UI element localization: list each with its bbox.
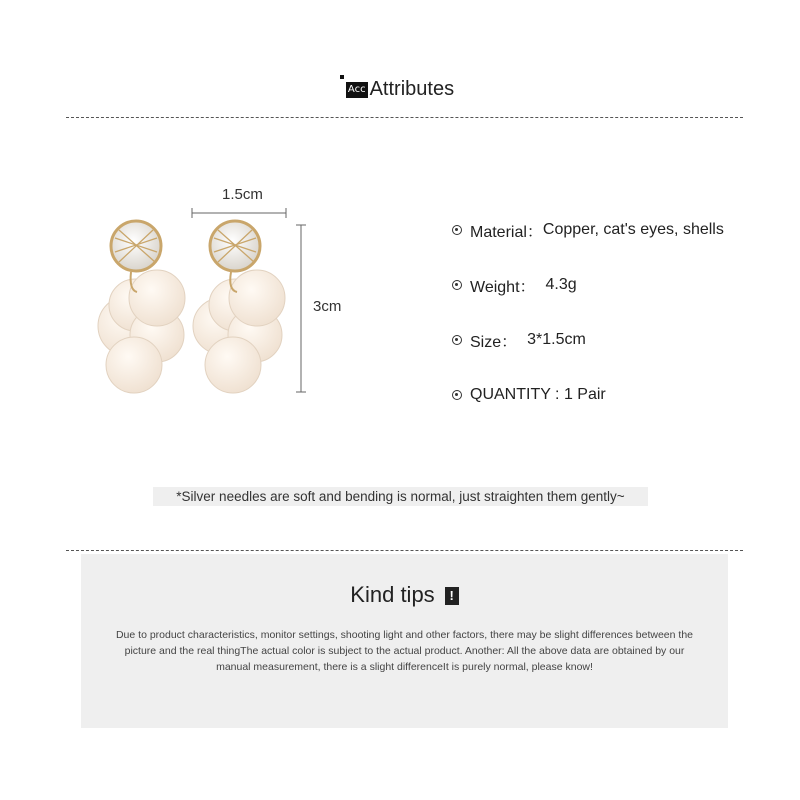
attribute-value: 3*1.5cm	[527, 331, 586, 348]
kind-tips-panel	[81, 554, 728, 728]
attribute-size	[452, 325, 782, 355]
bullet-icon	[452, 280, 462, 290]
height-dimension-line	[296, 225, 306, 392]
attribute-weight	[452, 270, 782, 300]
earring-left	[98, 221, 185, 393]
attribute-label: Weight：	[470, 278, 536, 296]
attribute-value: Copper, cat's eyes, shells	[542, 221, 724, 238]
header-tag: Acc	[346, 82, 368, 98]
width-dimension-line	[192, 208, 286, 218]
bullet-icon	[452, 335, 462, 345]
attribute-material	[452, 215, 782, 245]
attribute-label: QUANTITY : 1 Pair	[470, 386, 606, 403]
header-dot-icon	[340, 75, 344, 79]
section-header	[0, 78, 800, 101]
attribute-list	[452, 215, 782, 435]
section-title: Attributes	[369, 78, 455, 100]
divider-middle	[66, 550, 743, 551]
bullet-icon	[452, 390, 462, 400]
kind-tips-title: Kind tips	[350, 582, 435, 607]
attribute-label: Size：	[470, 333, 518, 351]
attribute-quantity	[452, 380, 782, 410]
attribute-value: 4.3g	[545, 276, 577, 293]
attribute-label: Material：	[470, 223, 543, 241]
kind-tips-heading	[81, 582, 728, 608]
earrings-illustration	[85, 180, 365, 410]
care-note: *Silver needles are soft and bending is normal, just straighten them gently~	[153, 487, 648, 506]
warning-icon: !	[445, 587, 459, 605]
height-label: 3cm	[313, 298, 342, 315]
product-image	[85, 180, 365, 410]
divider-top	[66, 117, 743, 118]
width-label: 1.5cm	[222, 186, 263, 203]
kind-tips-body: Due to product characteristics, monitor settings, shooting light and other factors, there may be slight differences between the picture and the real thingThe actual color is subject to the actual product. Another: All the above data are obtained by our manual measurement, there is a slight differenceIt is purely normal, please know!	[115, 629, 694, 673]
bullet-icon	[452, 225, 462, 235]
earring-right	[193, 221, 285, 393]
